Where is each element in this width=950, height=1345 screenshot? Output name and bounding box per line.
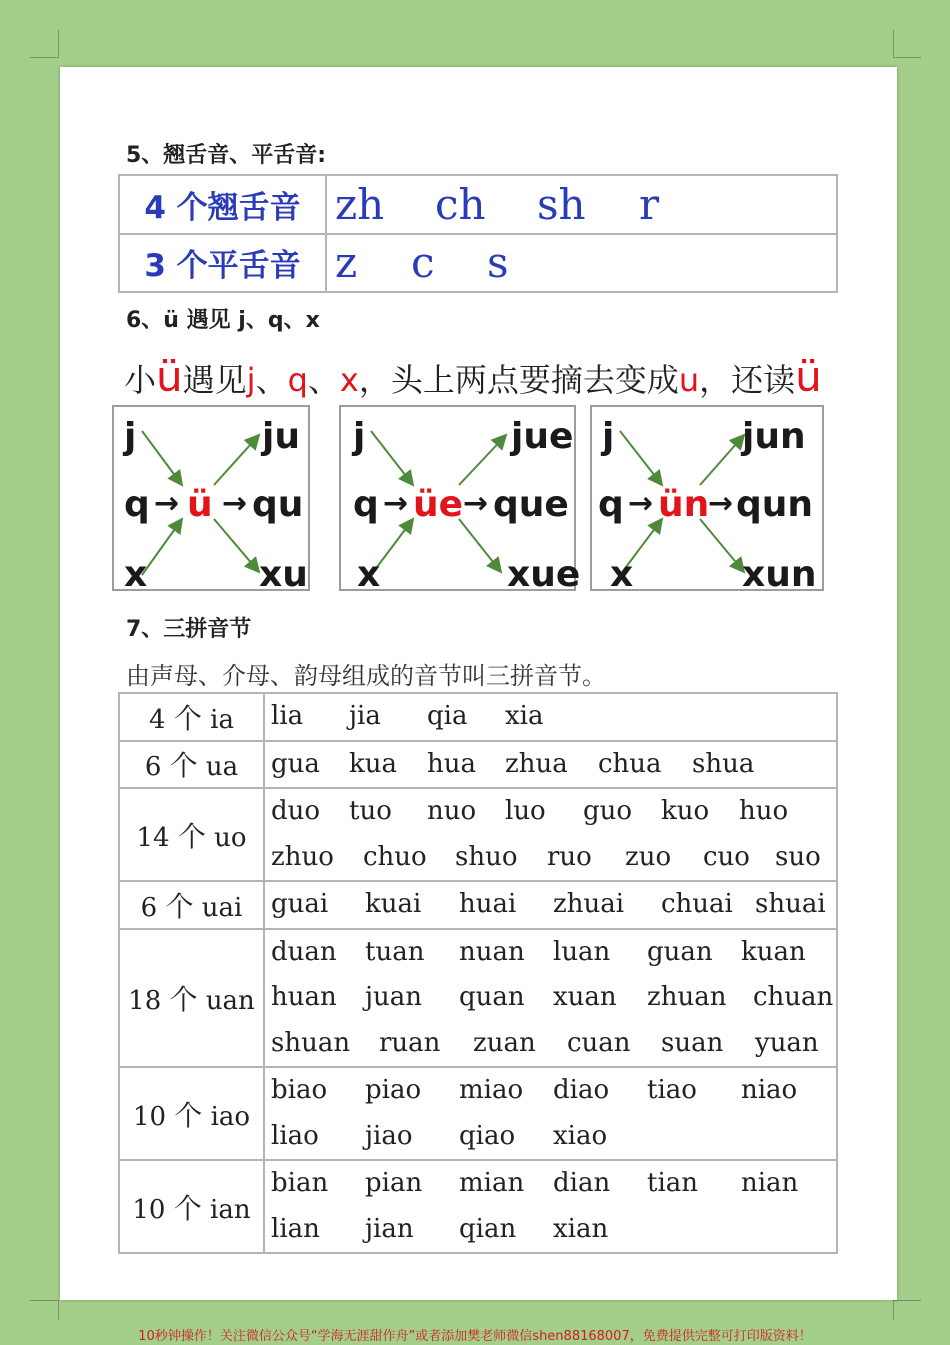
crop-mark-top-left <box>58 30 59 58</box>
crop-mark-bottom-right <box>893 1300 921 1301</box>
syllable: duan <box>271 936 337 967</box>
syllable: tuan <box>365 936 425 967</box>
crop-mark-top-right <box>893 30 894 58</box>
row-count: 6 <box>140 892 158 923</box>
row-unit: 个 <box>165 889 194 923</box>
syllable: piao <box>365 1075 422 1105</box>
syllable: cuo <box>703 841 750 872</box>
syllable: xian <box>553 1213 609 1244</box>
rule-x: x <box>339 361 359 399</box>
flat-tongue-values <box>326 234 837 293</box>
syllable-line <box>265 1207 836 1253</box>
value: sh <box>537 179 586 229</box>
initial-j: j <box>353 416 366 457</box>
syllable: shuai <box>755 889 826 919</box>
syllable: guo <box>583 796 633 826</box>
rule-u: u <box>678 361 700 399</box>
table-row <box>119 741 837 789</box>
row-syllables <box>264 788 837 881</box>
syllable: pian <box>365 1168 423 1198</box>
tongue-sounds-table <box>118 174 838 293</box>
syllable: yuan <box>755 1027 819 1058</box>
syllable: jian <box>365 1213 414 1244</box>
syllable: zuan <box>473 1027 536 1058</box>
arrow-icon: → <box>708 486 734 521</box>
syllable: qiao <box>459 1120 516 1151</box>
syllable: kuan <box>741 936 806 967</box>
syllable: shuan <box>271 1027 351 1058</box>
syllable: jia <box>349 701 381 731</box>
row-label <box>119 693 264 741</box>
syllable: shuo <box>455 841 518 872</box>
syllable-line <box>265 1021 836 1067</box>
diagram-un <box>590 405 824 595</box>
syllable: huo <box>739 796 789 826</box>
syllable: ruo <box>547 841 592 872</box>
row-final: uai <box>201 892 243 923</box>
row-label <box>119 741 264 789</box>
row-syllables <box>264 741 837 789</box>
row-count: 14 <box>136 822 170 853</box>
initial-x: x <box>610 554 634 595</box>
rule-text: 小 <box>124 361 157 399</box>
syllable: suan <box>661 1027 724 1058</box>
syllable: juan <box>365 982 423 1012</box>
row-label <box>119 881 264 929</box>
diagram-ue <box>339 405 581 595</box>
section-7-intro: 由声母、介母、韵母组成的音节叫三拼音节。 <box>126 662 606 690</box>
syllable: duo <box>271 796 321 826</box>
syllable: tiao <box>647 1075 697 1105</box>
initial-x: x <box>124 554 148 595</box>
result-xue: xue <box>507 554 581 595</box>
row-syllables <box>264 881 837 929</box>
u-rule-sentence <box>124 352 822 401</box>
initial-x: x <box>357 554 381 595</box>
syllable: xiao <box>553 1120 608 1151</box>
row-unit: 个 <box>169 982 198 1016</box>
table-row <box>119 1160 837 1253</box>
center-final: ün <box>658 484 710 525</box>
syllable: shua <box>692 748 755 779</box>
section-6-title: 6、ü 遇见 j、q、x <box>126 308 320 333</box>
rule-j: j <box>246 361 256 399</box>
row-label <box>119 1160 264 1253</box>
syllable: ruan <box>379 1027 441 1058</box>
syllable: miao <box>459 1075 524 1105</box>
crop-mark-bottom-left <box>58 1300 59 1320</box>
syllable-line <box>265 1114 836 1160</box>
syllable: cuan <box>567 1027 631 1058</box>
table-row <box>119 929 837 1068</box>
syllable-line <box>265 930 836 976</box>
row-final: uan <box>205 985 255 1016</box>
result-jun: jun <box>742 416 806 457</box>
crop-mark-bottom-left <box>30 1300 58 1301</box>
arrow-icon: → <box>628 486 654 521</box>
syllable: bian <box>271 1168 329 1198</box>
initial-q: q <box>598 484 624 525</box>
syllable: hua <box>427 748 476 779</box>
rule-text: ，还读 <box>699 361 796 399</box>
syllable-line <box>265 1068 836 1114</box>
rule-text: 、 <box>255 361 288 399</box>
retroflex-label: 4 个翘舌音 <box>119 175 326 234</box>
table-row <box>119 234 837 293</box>
syllable: zhua <box>505 748 568 779</box>
row-count: 18 <box>128 985 162 1016</box>
initial-j: j <box>602 416 615 457</box>
triple-syllable-table <box>118 692 838 1254</box>
arrow-icon: → <box>383 486 409 521</box>
syllable: kuo <box>661 796 710 826</box>
row-label <box>119 929 264 1068</box>
row-syllables <box>264 1067 837 1160</box>
result-qun: qun <box>736 484 814 525</box>
syllable-line <box>265 742 836 788</box>
rule-text: 、 <box>307 361 340 399</box>
value: zh <box>335 179 385 229</box>
syllable: lian <box>271 1213 320 1244</box>
row-unit: 个 <box>173 1191 202 1225</box>
rule-q: q <box>287 361 308 399</box>
row-label <box>119 788 264 881</box>
initial-j: j <box>124 416 137 457</box>
row-count: 6 <box>144 752 162 783</box>
table-row <box>119 881 837 929</box>
value: r <box>639 179 660 229</box>
syllable: quan <box>459 982 525 1012</box>
footer-promo-text: 10秒钟操作！关注微信公众号“学海无涯甜作舟”或者添加樊老师微信shen88168007，免费提供完整可打印版资料！ <box>138 1329 812 1344</box>
value: z <box>335 238 358 288</box>
row-final: ia <box>210 704 234 735</box>
syllable: zhuai <box>553 889 625 919</box>
table-row <box>119 175 837 234</box>
row-syllables <box>264 929 837 1068</box>
row-syllables <box>264 693 837 741</box>
flat-tongue-label: 3 个平舌音 <box>119 234 326 293</box>
syllable: liao <box>271 1120 319 1151</box>
center-final: üe <box>413 484 464 525</box>
table-row <box>119 788 837 881</box>
value: s <box>487 238 509 288</box>
result-qu: qu <box>252 484 304 525</box>
retroflex-values <box>326 175 837 234</box>
syllable: chuan <box>753 982 834 1012</box>
syllable: huan <box>271 982 337 1012</box>
section-5-title: 5、翘舌音、平舌音: <box>126 143 327 168</box>
syllable: chua <box>598 748 662 779</box>
syllable: biao <box>271 1075 328 1105</box>
syllable: chuo <box>363 841 427 872</box>
rule-u-umlaut: ü <box>156 352 183 401</box>
row-final: iao <box>210 1101 251 1132</box>
syllable: suo <box>775 841 821 872</box>
crop-mark-bottom-right <box>893 1300 894 1320</box>
syllable-line <box>265 975 836 1021</box>
row-final: ian <box>210 1194 251 1225</box>
syllable: qia <box>427 701 468 731</box>
crop-mark-top-right <box>893 57 921 58</box>
value: ch <box>435 179 486 229</box>
center-final: ü <box>187 484 213 525</box>
syllable: nian <box>741 1168 799 1198</box>
syllable: gua <box>271 748 320 779</box>
row-count: 4 <box>149 704 166 735</box>
rule-text: 遇见 <box>182 361 247 399</box>
value: c <box>411 238 435 288</box>
row-count: 10 <box>132 1194 166 1225</box>
initial-q: q <box>353 484 379 525</box>
syllable: xuan <box>553 982 617 1012</box>
initial-q: q <box>124 484 150 525</box>
result-que: que <box>493 484 569 525</box>
diagram-u <box>112 405 310 595</box>
result-xu: xu <box>259 554 308 595</box>
syllable: kuai <box>365 889 422 919</box>
syllable: tian <box>647 1168 699 1198</box>
rule-u-umlaut-end: ü <box>795 352 822 401</box>
syllable: nuan <box>459 936 525 967</box>
table-row <box>119 693 837 741</box>
syllable: zuo <box>625 841 672 872</box>
result-jue: jue <box>511 416 574 457</box>
result-xun: xun <box>742 554 817 595</box>
syllable: huai <box>459 889 517 919</box>
result-ju: ju <box>262 416 300 457</box>
syllable: lia <box>271 701 304 731</box>
arrow-icon: → <box>154 486 180 521</box>
syllable: diao <box>553 1075 610 1105</box>
row-unit: 个 <box>177 819 206 853</box>
section-7-title: 7、三拼音节 <box>126 617 252 642</box>
table-row <box>119 1067 837 1160</box>
row-final: uo <box>214 822 247 853</box>
syllable: chuai <box>661 889 733 919</box>
crop-mark-top-left <box>30 57 58 58</box>
syllable-line <box>265 694 836 740</box>
syllable-line <box>265 789 836 835</box>
syllable: luo <box>505 796 546 826</box>
syllable: dian <box>553 1168 611 1198</box>
syllable-line <box>265 1161 836 1207</box>
syllable: luan <box>553 936 611 967</box>
row-unit: 个 <box>173 701 202 735</box>
syllable: guai <box>271 889 329 919</box>
syllable: mian <box>459 1168 525 1198</box>
row-count: 10 <box>132 1101 167 1132</box>
syllable: zhuan <box>647 982 727 1012</box>
row-syllables <box>264 1160 837 1253</box>
row-label <box>119 1067 264 1160</box>
syllable: zhuo <box>271 841 334 872</box>
row-unit: 个 <box>174 1098 203 1132</box>
row-unit: 个 <box>169 749 198 783</box>
arrow-icon: → <box>463 486 489 521</box>
syllable: jiao <box>365 1120 413 1151</box>
syllable-line <box>265 882 836 928</box>
syllable: nuo <box>427 796 477 826</box>
syllable: guan <box>647 936 713 967</box>
syllable: qian <box>459 1213 517 1244</box>
arrow-icon: → <box>222 486 248 521</box>
row-final: ua <box>205 752 239 783</box>
syllable: xia <box>505 701 544 731</box>
syllable: tuo <box>349 796 392 826</box>
syllable: niao <box>741 1075 798 1105</box>
syllable-line <box>265 835 836 881</box>
rule-text: ，头上两点要摘去变成 <box>358 361 679 399</box>
syllable: kua <box>349 748 398 779</box>
